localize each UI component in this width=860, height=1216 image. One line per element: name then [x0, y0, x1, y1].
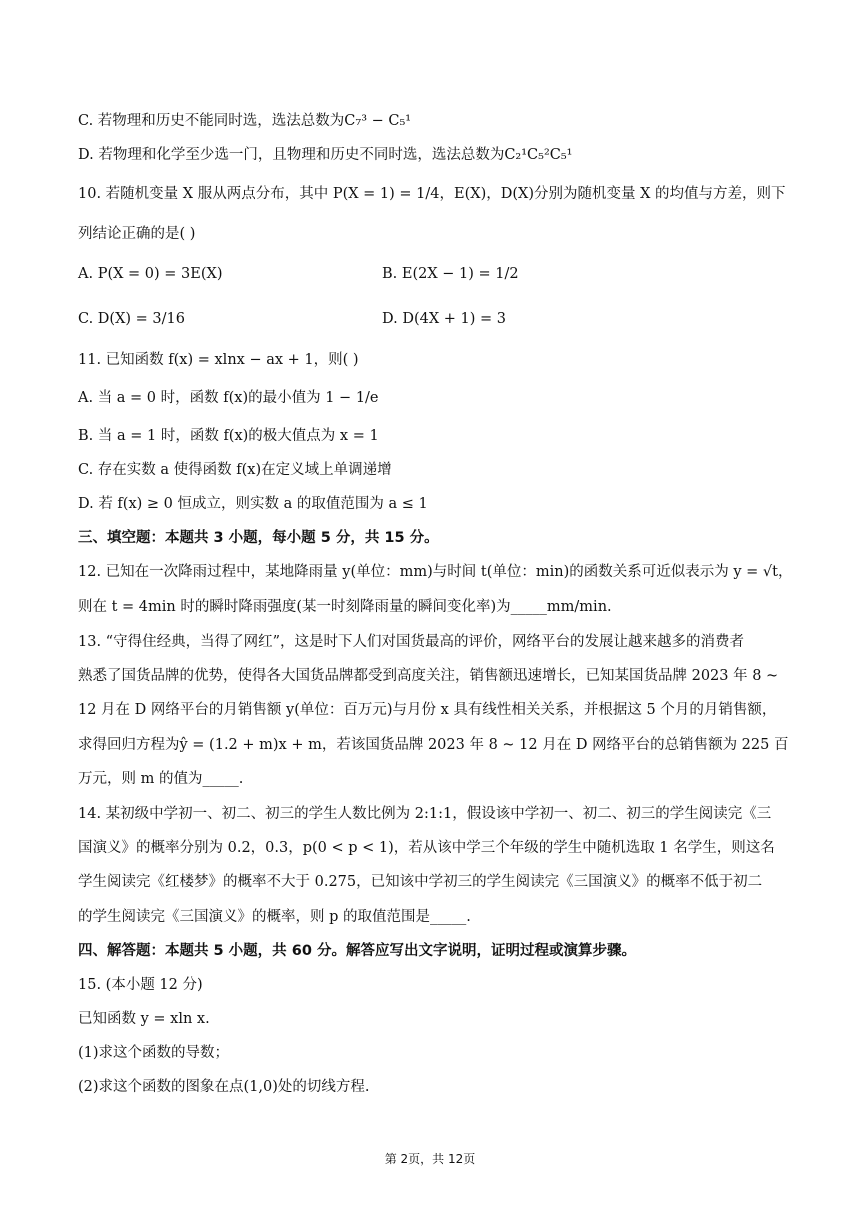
q14-line1: 14. 某初级中学初一、初二、初三的学生人数比例为 2:1:1，假设该中学初一、初二、初三的学生阅读完《三 — [78, 806, 772, 822]
q13-line2: 熟悉了国货品牌的优势，使得各大国货品牌都受到高度关注，销售额迅速增长，已知某国货品牌 2023 年 8 ~ — [78, 668, 779, 684]
q12-line1: 12. 已知在一次降雨过程中，某地降雨量 y(单位：mm)与时间 t(单位：min)的函数关系可近似表示为 y = √t， — [78, 564, 793, 580]
q10-option-a: A. P(X = 0) = 3E(X) — [78, 266, 223, 282]
q11-option-d: D. 若 f(x) ≥ 0 恒成立，则实数 a 的取值范围为 a ≤ 1 — [78, 496, 428, 512]
section-heading-solutions: 四、解答题：本题共 5 小题，共 60 分。解答应写出文字说明，证明过程或演算步骤。 — [78, 943, 636, 959]
q11-option-a: A. 当 a = 0 时，函数 f(x)的最小值为 1 − 1/e — [78, 390, 379, 406]
q13-line1: 13. “守得住经典，当得了网红”，这是时下人们对国货最高的评价，网络平台的发展让越来越多的消费者 — [78, 634, 744, 650]
q9-option-c: C. 若物理和历史不能同时选，选法总数为C₇³ − C₅¹ — [78, 113, 412, 129]
q10-stem-line2: 列结论正确的是( ) — [78, 226, 196, 242]
q13-line4: 求得回归方程为ŷ = (1.2 + m)x + m，若该国货品牌 2023 年 8 ~ 12 月在 D 网络平台的总销售额为 225 百 — [78, 737, 789, 753]
q11-option-b: B. 当 a = 1 时，函数 f(x)的极大值点为 x = 1 — [78, 428, 379, 444]
q11-option-c: C. 存在实数 a 使得函数 f(x)在定义域上单调递增 — [78, 462, 392, 478]
q14-line3: 学生阅读完《红楼梦》的概率不大于 0.275，已知该中学初三的学生阅读完《三国演义》的概率不低于初二 — [78, 874, 763, 890]
q13-line3: 12 月在 D 网络平台的月销售额 y(单位：百万元)与月份 x 具有线性相关关系，并根据这 5 个月的月销售额， — [78, 702, 777, 718]
section-heading-fill-in: 三、填空题：本题共 3 小题，每小题 5 分，共 15 分。 — [78, 530, 439, 546]
q11-stem: 11. 已知函数 f(x) = xlnx − ax + 1，则( ) — [78, 352, 359, 368]
q14-line4: 的学生阅读完《三国演义》的概率，则 p 的取值范围是_____. — [78, 909, 471, 925]
page-footer: 第 2页，共 12页 — [384, 1152, 476, 1166]
q15-part2: (2)求这个函数的图象在点(1,0)处的切线方程. — [78, 1079, 370, 1095]
q15-part1: (1)求这个函数的导数； — [78, 1045, 230, 1061]
q14-line2: 国演义》的概率分别为 0.2，0.3，p(0 < p < 1)，若从该中学三个年级的学生中随机选取 1 名学生，则这名 — [78, 840, 775, 856]
q10-option-c: C. D(X) = 3/16 — [78, 311, 185, 327]
q9-option-d: D. 若物理和化学至少选一门，且物理和历史不同时选，选法总数为C₂¹C₅²C₅¹ — [78, 147, 573, 163]
q10-option-b: B. E(2X − 1) = 1/2 — [382, 266, 519, 282]
q15-header: 15. (本小题 12 分) — [78, 977, 203, 993]
q12-line2: 则在 t = 4min 时的瞬时降雨强度(某一时刻降雨量的瞬间变化率)为_____mm/min. — [78, 599, 612, 615]
q10-option-d: D. D(4X + 1) = 3 — [382, 311, 507, 327]
q15-stem: 已知函数 y = xln x. — [78, 1011, 210, 1027]
q10-stem-line1: 10. 若随机变量 X 服从两点分布，其中 P(X = 1) = 1/4，E(X)，D(X)分别为随机变量 X 的均值与方差，则下 — [78, 186, 786, 202]
q13-line5: 万元，则 m 的值为_____. — [78, 771, 244, 787]
